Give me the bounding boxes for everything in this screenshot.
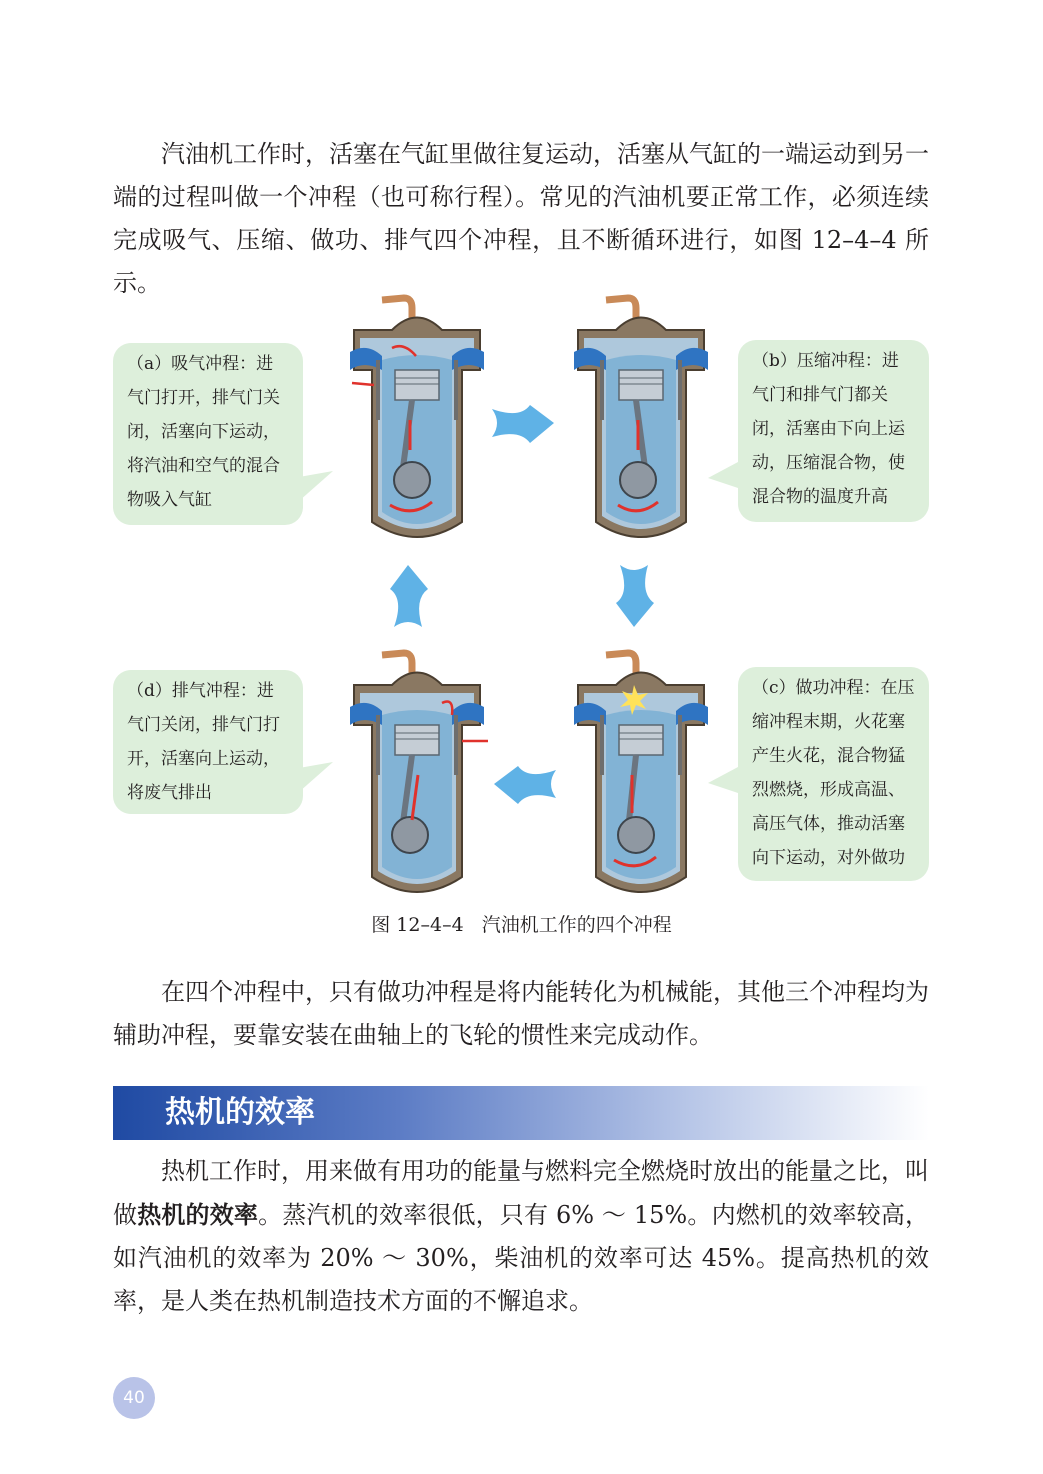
stroke-d-text: （d）排气冲程：进气门关闭，排气门打开，活塞向上运动，将废气排出 bbox=[127, 681, 280, 803]
section-heading-bar bbox=[113, 1086, 929, 1140]
stroke-c-description bbox=[738, 667, 929, 881]
stroke-b-description bbox=[738, 340, 929, 522]
page-number-badge: 40 bbox=[113, 1377, 155, 1419]
flow-arrow-right-icon bbox=[490, 397, 556, 449]
stroke-b-text: （b）压缩冲程：进气门和排气门都关闭，活塞由下向上运动，压缩混合物，使混合物的温度升高 bbox=[752, 351, 905, 507]
intro-paragraph: 汽油机工作时，活塞在气缸里做往复运动，活塞从气缸的一端运动到另一端的过程叫做一个冲程（也可称行程）。常见的汽油机要正常工作，必须连续完成吸气、压缩、做功、排气四个冲程，且不断循环进行，如图 12–4–4 所示。 bbox=[113, 140, 929, 297]
flow-arrow-up-icon bbox=[382, 563, 434, 629]
stroke-d-description bbox=[113, 670, 303, 814]
engine-power-illustration bbox=[566, 645, 716, 895]
section-title: 热机的效率 bbox=[165, 1095, 315, 1130]
engine-intake-illustration bbox=[342, 290, 492, 540]
figure-caption bbox=[0, 910, 1043, 940]
engine-compression-illustration bbox=[566, 290, 716, 540]
flow-arrow-left-icon bbox=[492, 758, 558, 810]
caption-number: 图 12–4–4 bbox=[371, 914, 464, 936]
efficiency-text-post: 。蒸汽机的效率很低，只有 6% ～ 15%。内燃机的效率较高，如汽油机的效率为 20% ～ 30%，柴油机的效率可达 45%。提高热机的效率，是人类在热机制造技术方面的不懈追求。 bbox=[113, 1201, 930, 1315]
bubble-tail bbox=[299, 762, 339, 802]
caption-text: 汽油机工作的四个冲程 bbox=[481, 914, 672, 936]
flow-arrow-down-icon bbox=[608, 563, 660, 629]
engine-exhaust-illustration bbox=[342, 645, 492, 895]
stroke-c-text: （c）做功冲程：在压缩冲程末期，火花塞产生火花，混合物猛烈燃烧，形成高温、高压气体，推动活塞向下运动，对外做功 bbox=[752, 678, 915, 868]
middle-paragraph: 在四个冲程中，只有做功冲程是将内能转化为机械能，其他三个冲程均为辅助冲程，要靠安装在曲轴上的飞轮的惯性来完成动作。 bbox=[113, 978, 929, 1049]
efficiency-paragraph bbox=[113, 1150, 929, 1323]
stroke-a-description bbox=[113, 343, 303, 525]
efficiency-text-pre: 热机工作时，用来做有用功的能量与燃料完全燃烧时放出的能量之比，叫做 bbox=[113, 1157, 929, 1229]
efficiency-key-term: 热机的效率 bbox=[137, 1200, 259, 1229]
stroke-a-text: （a）吸气冲程：进气门打开，排气门关闭，活塞向下运动，将汽油和空气的混合物吸入气缸 bbox=[127, 354, 280, 510]
bubble-tail bbox=[299, 471, 339, 511]
